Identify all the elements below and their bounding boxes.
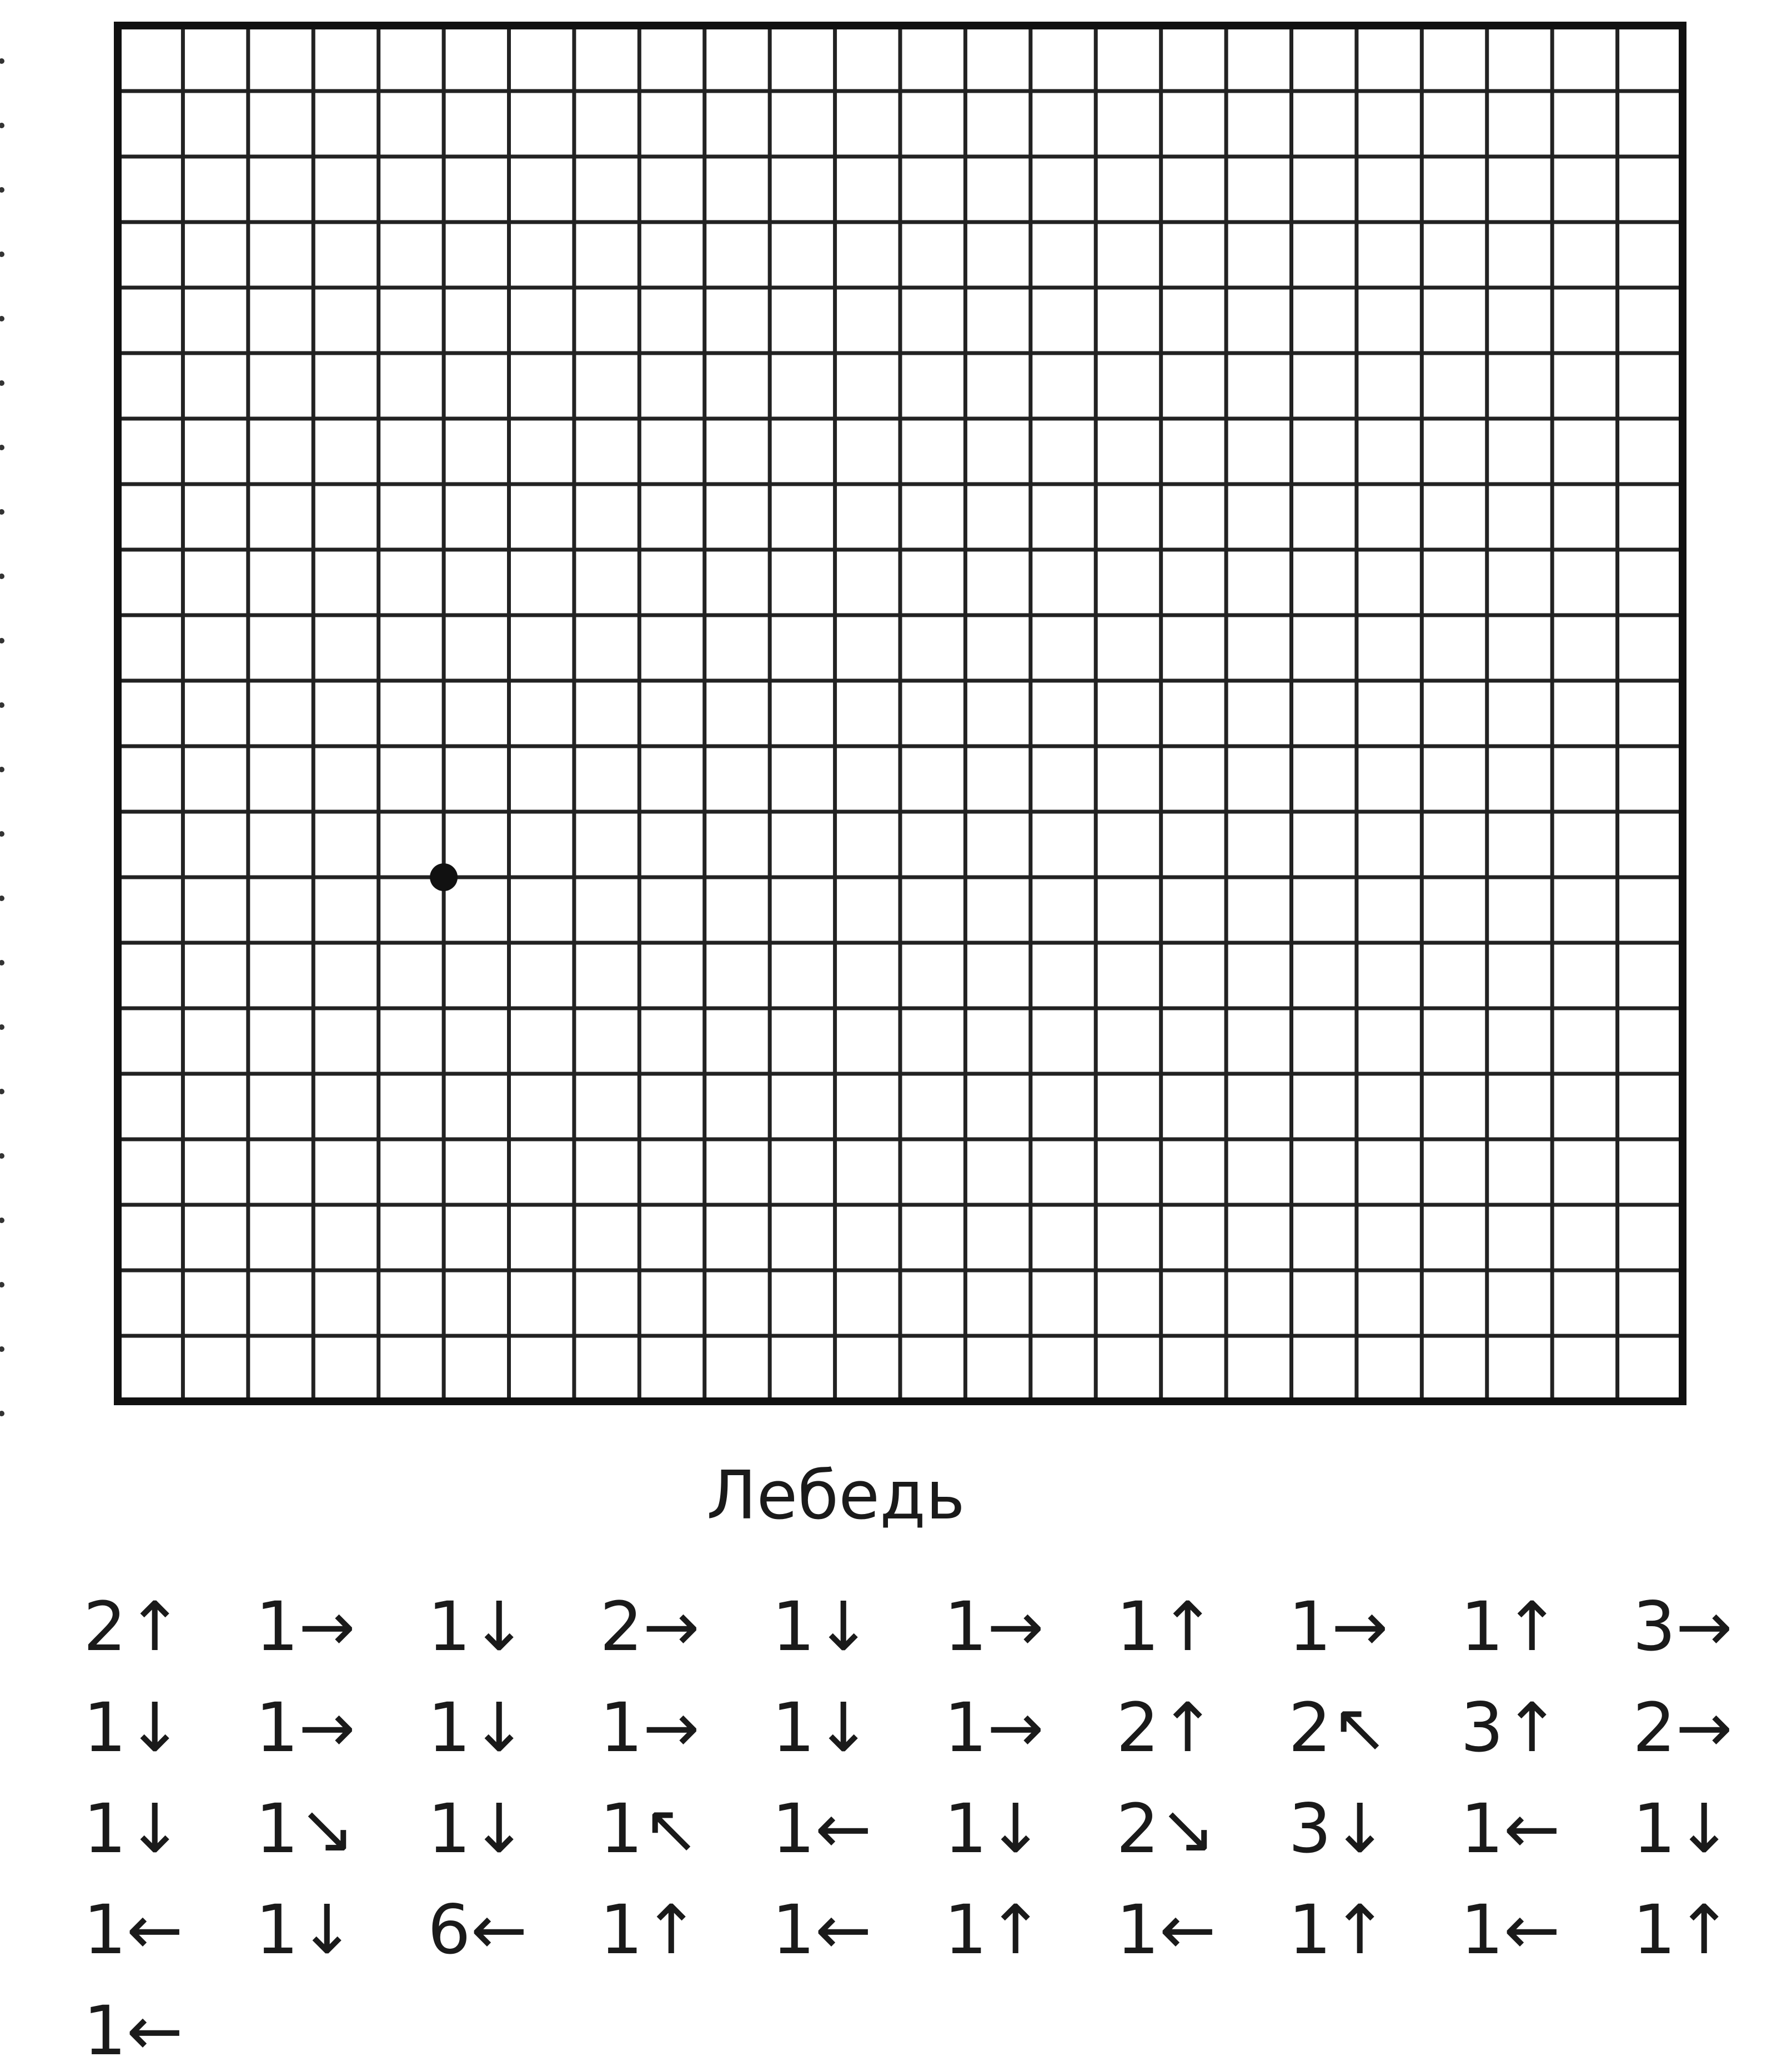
cut-line-dot: [0, 1089, 4, 1094]
instruction-step: 1↓: [255, 1890, 355, 1969]
instruction-step: 1↓: [83, 1688, 183, 1767]
instruction-step: 1←: [1116, 1890, 1216, 1969]
cut-line-dot: [0, 960, 4, 965]
instruction-step: 1↑: [1460, 1587, 1560, 1666]
instruction-step: 3↑: [1460, 1688, 1560, 1767]
instruction-step: 1↓: [83, 1789, 183, 1868]
cut-line-dot: [0, 316, 4, 321]
instruction-step: 1↑: [600, 1890, 700, 1969]
instruction-step: 1→: [600, 1688, 700, 1767]
instruction-step: 2→: [1633, 1688, 1733, 1767]
instruction-step: 2→: [600, 1587, 700, 1666]
instruction-step: 1↓: [1633, 1789, 1733, 1868]
cut-line-dot: [0, 509, 4, 515]
instruction-step: 1↑: [1633, 1890, 1733, 1969]
instruction-step: 1↓: [428, 1688, 528, 1767]
cut-line-dot: [0, 187, 4, 193]
cut-line-dot: [0, 1411, 4, 1416]
instruction-step: 1←: [83, 1890, 183, 1969]
instruction-step: 1↓: [428, 1789, 528, 1868]
cut-line-dot: [0, 767, 4, 772]
cut-line-dot: [0, 896, 4, 901]
cut-line-dot: [0, 252, 4, 257]
cut-line-dot: [0, 123, 4, 128]
instruction-step: 2↘: [1116, 1789, 1216, 1868]
instruction-step: 1←: [83, 1991, 183, 2070]
cut-line-dot: [0, 445, 4, 450]
cut-line-dot: [0, 58, 4, 64]
instruction-step: 1←: [1460, 1890, 1560, 1969]
instruction-step: 3→: [1633, 1587, 1733, 1666]
start-point-dot: [430, 863, 458, 891]
instruction-step: 1↓: [428, 1587, 528, 1666]
instruction-step: 1↓: [772, 1587, 872, 1666]
page-title: Лебедь: [706, 1457, 965, 1535]
cut-line-dot: [0, 831, 4, 837]
instruction-step: 1↑: [1288, 1890, 1388, 1969]
cut-line-dot: [0, 702, 4, 708]
instruction-step: 1↑: [944, 1890, 1044, 1969]
instruction-step: 1↘: [255, 1789, 355, 1868]
cut-line-dot: [0, 1218, 4, 1223]
instruction-step: 1↖: [600, 1789, 700, 1868]
instruction-step: 1↓: [772, 1688, 872, 1767]
instruction-step: 1→: [944, 1587, 1044, 1666]
instruction-step: 2↑: [83, 1587, 183, 1666]
cut-line-dot: [0, 638, 4, 643]
instruction-step: 1←: [1460, 1789, 1560, 1868]
instruction-step: 1→: [1288, 1587, 1388, 1666]
instruction-step: 1→: [255, 1688, 355, 1767]
cut-line-dot: [0, 380, 4, 386]
cut-line-dot: [0, 1282, 4, 1288]
instruction-step: 1←: [772, 1789, 872, 1868]
instruction-step: 1←: [772, 1890, 872, 1969]
cut-line-dot: [0, 1346, 4, 1352]
instruction-step: 3↓: [1288, 1789, 1388, 1868]
cut-line-dot: [0, 1024, 4, 1030]
instruction-step: 1↓: [944, 1789, 1044, 1868]
instruction-step: 1↑: [1116, 1587, 1216, 1666]
cut-line-dot: [0, 1153, 4, 1159]
instruction-step: 6←: [428, 1890, 528, 1969]
instruction-step: 2↖: [1288, 1688, 1388, 1767]
instruction-step: 1→: [944, 1688, 1044, 1767]
instruction-step: 1→: [255, 1587, 355, 1666]
cut-line-dot: [0, 574, 4, 579]
instruction-step: 2↑: [1116, 1688, 1216, 1767]
